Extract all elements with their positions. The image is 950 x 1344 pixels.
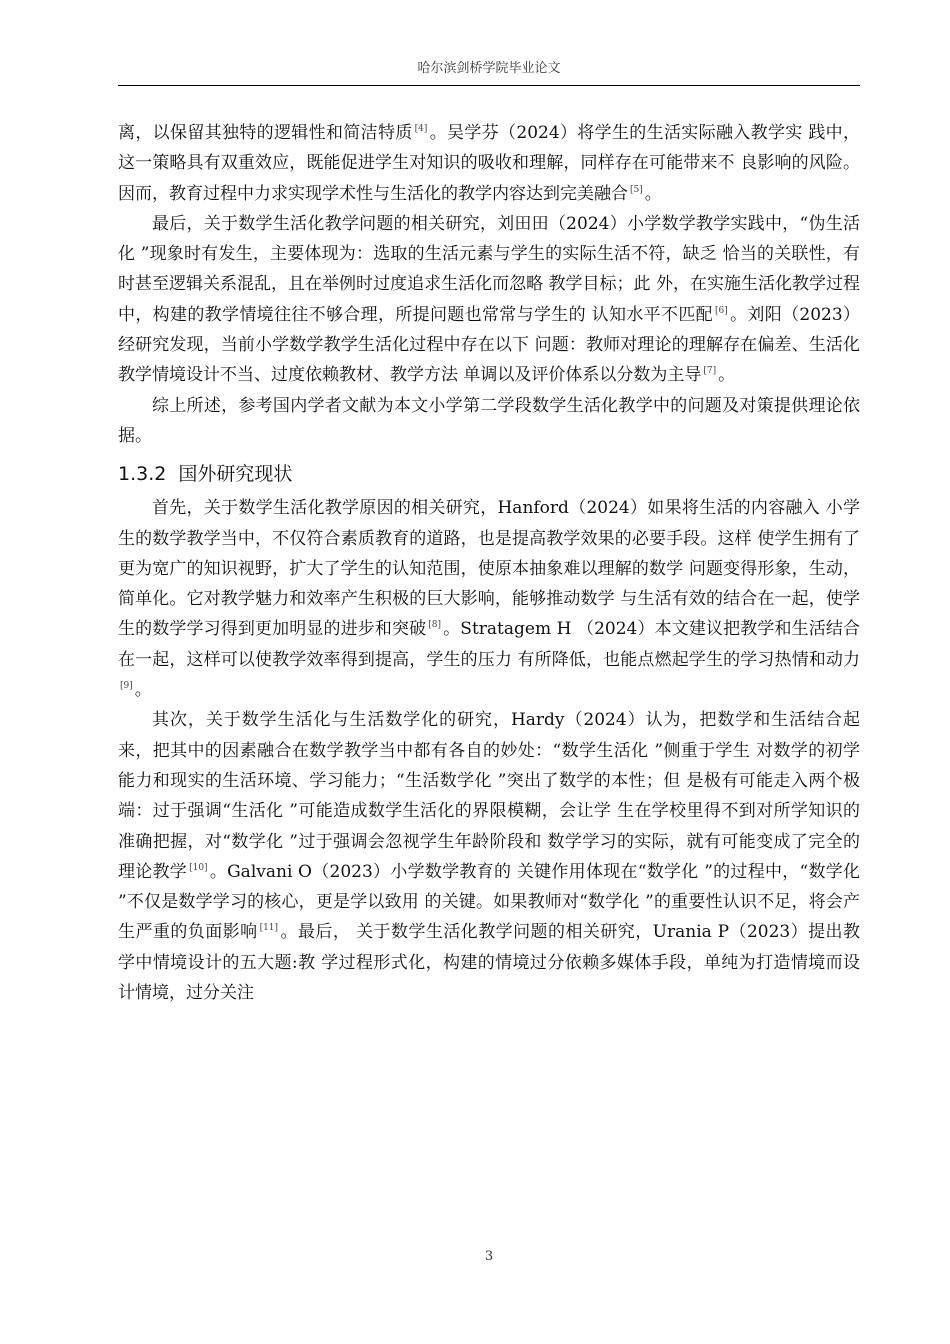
- paragraph-text: 离，以保留其独特的逻辑性和简洁特质: [118, 123, 413, 143]
- section-title: 国外研究现状: [178, 463, 293, 486]
- section-number: 1.3.2: [118, 463, 167, 486]
- page-header: 哈尔滨剑桥学院毕业论文: [417, 61, 561, 76]
- citation-ref: [6]: [715, 305, 728, 316]
- section-heading: [118, 459, 860, 489]
- citation-ref: [4]: [414, 124, 428, 134]
- paragraph-text: 。: [134, 680, 152, 701]
- citation-ref: [9]: [120, 681, 133, 692]
- paragraph-text: 。最后， 关于数学生活化教学问题的相关研究，Urania P（2023）提出教学中情境设计的五大题:教 学过程形式化，构建的情境过分依赖多媒体手段，单纯为打造情境而设计情境，过分关注: [118, 922, 861, 1004]
- page-number: 3: [484, 1249, 494, 1264]
- paragraph-text: 首先，关于数学生活化教学原因的相关研究，Hanford（2024）如果将生活的内容融入 小学生的数学教学当中，不仅符合素质教育的道路，也是提高教学效果的必要手段。这样 使学生拥有了更为宽广的知识视野，扩大了学生的认知范围，使原本抽象难以理解的数学 问题变得形象，生动，简单化。它对教学魅力和效率产生积极的巨大影响，能够推动数学 与生活有效的结合在一起，使学生的数学学习得到更加明显的进步和突破: [118, 498, 860, 640]
- paragraph-foreign-reasons: [118, 493, 860, 705]
- citation-ref: [8]: [428, 620, 442, 631]
- paragraph-text: 其次，关于数学生活化与生活数学化的研究，Hardy（2024）认为，把数学和生活结合起来，把其中的因素融合在数学教学当中都有各自的妙处：“数学生活化 ”侧重于学生 对数学的初学能力和现实的生活环境、学习能力；“生活数学化 ”突出了数学的本性；但 是极有可能走入两个极端：过于强调“生活化 ”可能造成数学生活化的界限模糊，会让学 生在学校里得不到对所学知识的准确把握，对“数学化 ”过于强调会忽视学生年龄阶段和 数学学习的实际，就有可能变成了完全的理论教学: [118, 710, 861, 882]
- paragraph-text: 。Galvani O（2023）小学数学教育的 关键作用体现在“数学化 ”的过程中，“数学化 ”不仅是数学学习的核心，更是学以致用 的关键。如果教师对“数学化 ”的重要性认识不足，将会产生严重的负面影响: [118, 861, 860, 943]
- paragraph-text: 。Stratagem H （2024）本文建议把教学和生活结合在一起，这样可以使教学效率得到提高，学生的压力 有所降低，也能点燃起学生的学习热情和动力: [118, 619, 861, 670]
- paragraph-text: 。: [644, 183, 662, 204]
- paragraph-text: 最后，关于数学生活化教学问题的相关研究，刘田田（2024）小学数学教学实践中，“伪生活化 ”现象时有发生，主要体现为：选取的生活元素与学生的实际生活不符，缺乏 恰当的关联性，有时甚至逻辑关系混乱，且在举例时过度追求生活化而忽略 教学目标；此 外，在实施生活化教学过程中，构建的教学情境往往不够合理，所提问题也常常与学生的 认知水平不匹配: [118, 213, 860, 325]
- paragraph-text: 。: [718, 365, 736, 386]
- citation-ref: [7]: [703, 366, 717, 377]
- paragraph-text: 。吴学芬（2024）将学生的生活实际融入教学实 践中，这一策略具有双重效应，既能促进学生对知识的吸收和理解，同样存在可能带来不 良影响的风险。因而，教育过程中力求实现学术性与生活化的教学内容达到完美融合: [118, 123, 861, 204]
- paragraph-text: 综上所述，参考国内学者文献为本文小学第二学段数学生活化教学中的问题及对策提供理论依据。: [118, 395, 860, 446]
- header-divider: [118, 85, 860, 86]
- paragraph-foreign-mathematization: [118, 705, 860, 1008]
- paragraph-continuation: [118, 118, 860, 209]
- citation-ref: [5]: [630, 184, 643, 195]
- citation-ref: [10]: [189, 862, 208, 873]
- paragraph-summary: [118, 391, 860, 452]
- citation-ref: [11]: [259, 923, 279, 934]
- paragraph-text: 。刘阳（2023）经研究发现，当前小学数学教学生活化过程中存在以下 问题：教师对理论的理解存在偏差、生活化教学情境设计不当、过度依赖教材、教学方法 单调以及评价体系以分数为主导: [118, 304, 861, 386]
- document-body: [118, 118, 860, 1008]
- paragraph-problem-research: [118, 209, 860, 391]
